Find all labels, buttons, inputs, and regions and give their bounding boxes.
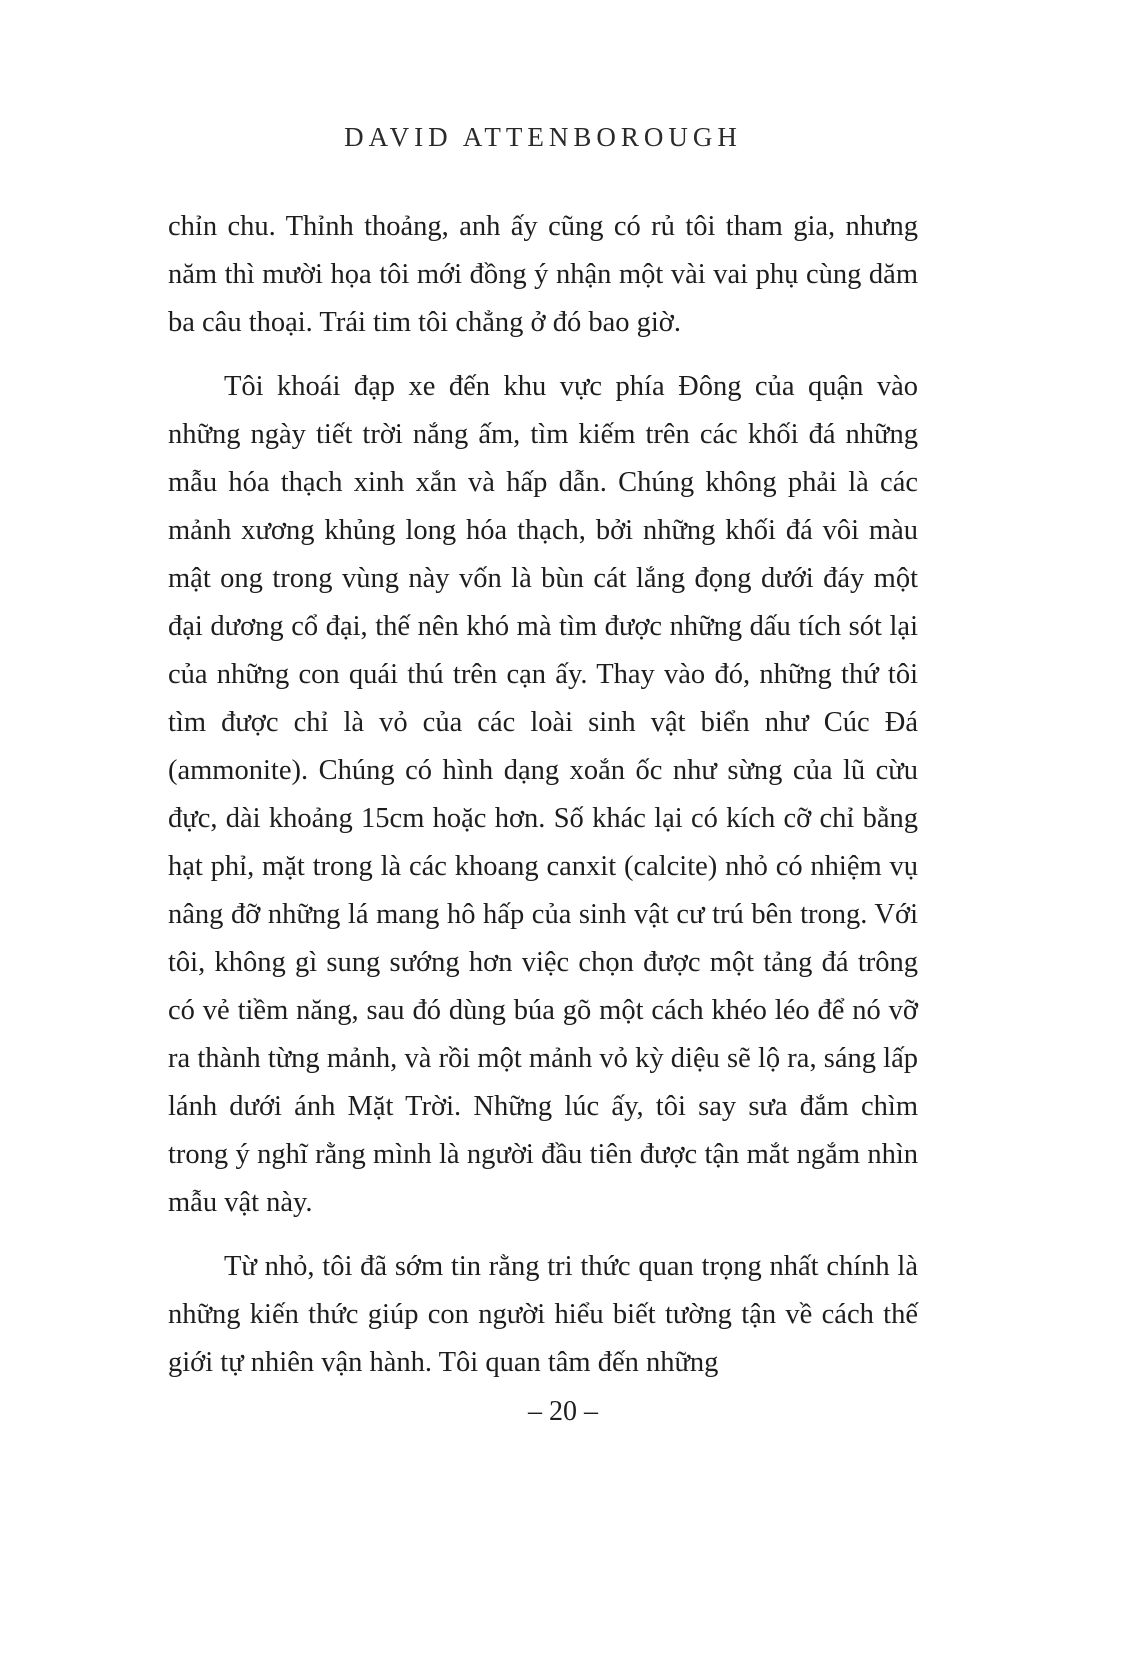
page-content — [168, 0, 918, 1403]
paragraph-3: Từ nhỏ, tôi đã sớm tin rằng tri thức quan trọng nhất chính là những kiến thức giúp con người hiểu biết tường tận về cách thế giới tự nhiên vận hành. Tôi quan tâm đến những — [168, 1251, 918, 1378]
running-header: DAVID ATTENBOROUGH — [344, 122, 742, 152]
page-number: – 20 – — [528, 1396, 598, 1427]
paragraph-2: Tôi khoái đạp xe đến khu vực phía Đông của quận vào những ngày tiết trời nắng ấm, tìm kiếm trên các khối đá những mẫu hóa thạch xinh xắn và hấp dẫn. Chúng không phải là các mảnh xương khủng long hóa thạch, bởi những khối đá vôi màu mật ong trong vùng này vốn là bùn cát lắng đọng dưới đáy một đại dương cổ đại, thế nên khó mà tìm được những dấu tích sót lại của những con quái thú trên cạn ấy. Thay vào đó, những thứ tôi tìm được chỉ là vỏ của các loài sinh vật biển như Cúc Đá (ammonite). Chúng có hình dạng xoắn ốc như sừng của lũ cừu đực, dài khoảng 15cm hoặc hơn. Số khác lại có kích cỡ chỉ bằng hạt phỉ, mặt trong là các khoang canxit (calcite) nhỏ có nhiệm vụ nâng đỡ những lá mang hô hấp của sinh vật cư trú bên trong. Với tôi, không gì sung sướng hơn việc chọn được một tảng đá trông có vẻ tiềm năng, sau đó dùng búa gõ một cách khéo léo để nó vỡ ra thành từng mảnh, và rồi một mảnh vỏ kỳ diệu sẽ lộ ra, sáng lấp lánh dưới ánh Mặt Trời. Những lúc ấy, tôi say sưa đắm chìm trong ý nghĩ rằng mình là người đầu tiên được tận mắt ngắm nhìn mẫu vật này. — [168, 371, 918, 1218]
paragraph-1: chỉn chu. Thỉnh thoảng, anh ấy cũng có rủ tôi tham gia, nhưng năm thì mười họa tôi mới đồng ý nhận một vài vai phụ cùng dăm ba câu thoại. Trái tim tôi chẳng ở đó bao giờ. — [168, 211, 918, 338]
body-text — [168, 203, 918, 1387]
